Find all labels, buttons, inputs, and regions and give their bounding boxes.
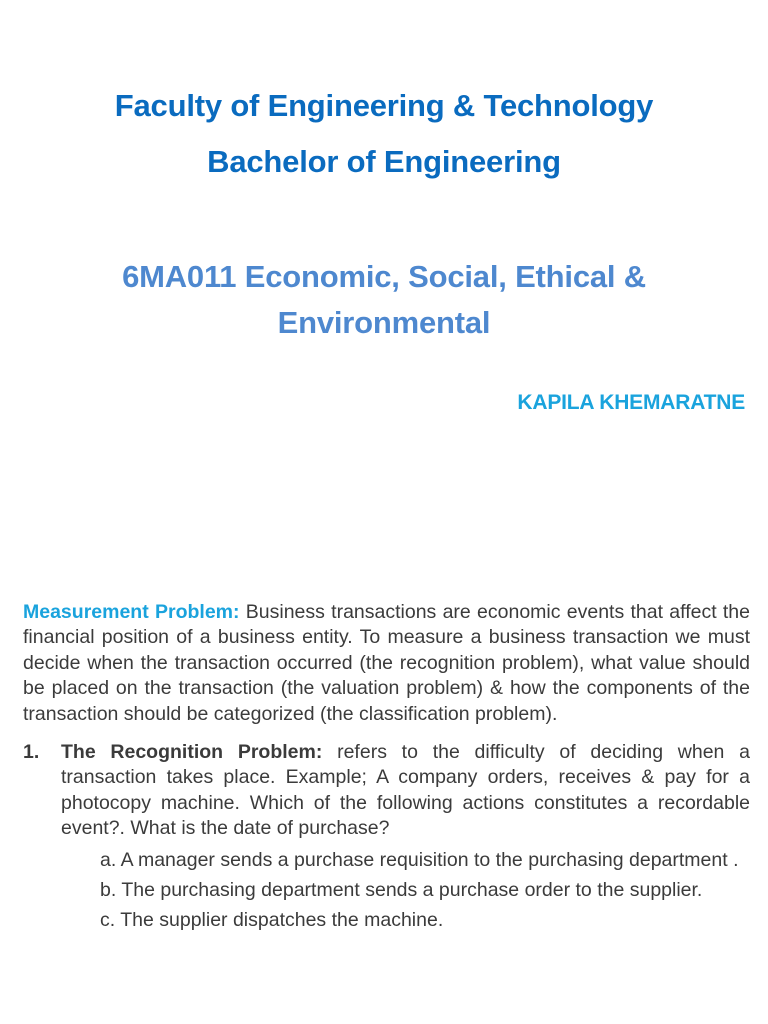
content-slide xyxy=(23,600,750,934)
sub-item-c: c. The supplier dispatches the machine. xyxy=(100,909,444,932)
sub-item-b: b. The purchasing department sends a purchase order to the supplier. xyxy=(100,879,703,902)
intro-text: Business transactions are economic events that affect the financial position of a business entity. To measure a business transaction we must decide when the transaction occurred (the recognition problem), what value should be placed on the transaction (the valuation problem) & how the components of the transaction should be categorized (the classification problem). xyxy=(23,601,750,725)
list-item xyxy=(23,740,750,842)
author-name: KAPILA KHEMARATNE xyxy=(517,391,745,414)
sub-item-a: a. A manager sends a purchase requisition to the purchasing department . xyxy=(100,848,739,871)
intro-heading: Measurement Problem: xyxy=(23,601,240,623)
intro-paragraph xyxy=(23,600,750,727)
course-title: 6MA011 Economic, Social, Ethical & Environmental xyxy=(122,259,646,340)
faculty-title: Faculty of Engineering & Technology xyxy=(114,88,654,123)
degree-title: Bachelor of Engineering xyxy=(207,144,561,179)
item-heading: The Recognition Problem: xyxy=(61,741,323,764)
item-text: refers to the difficulty of deciding when a transaction takes place. Example; A company orders, receives & pay for a photocopy machine. Which of the following actions constitutes a recordable event?. What is the date of purchase? xyxy=(61,741,750,840)
list-number: 1. xyxy=(23,741,40,764)
